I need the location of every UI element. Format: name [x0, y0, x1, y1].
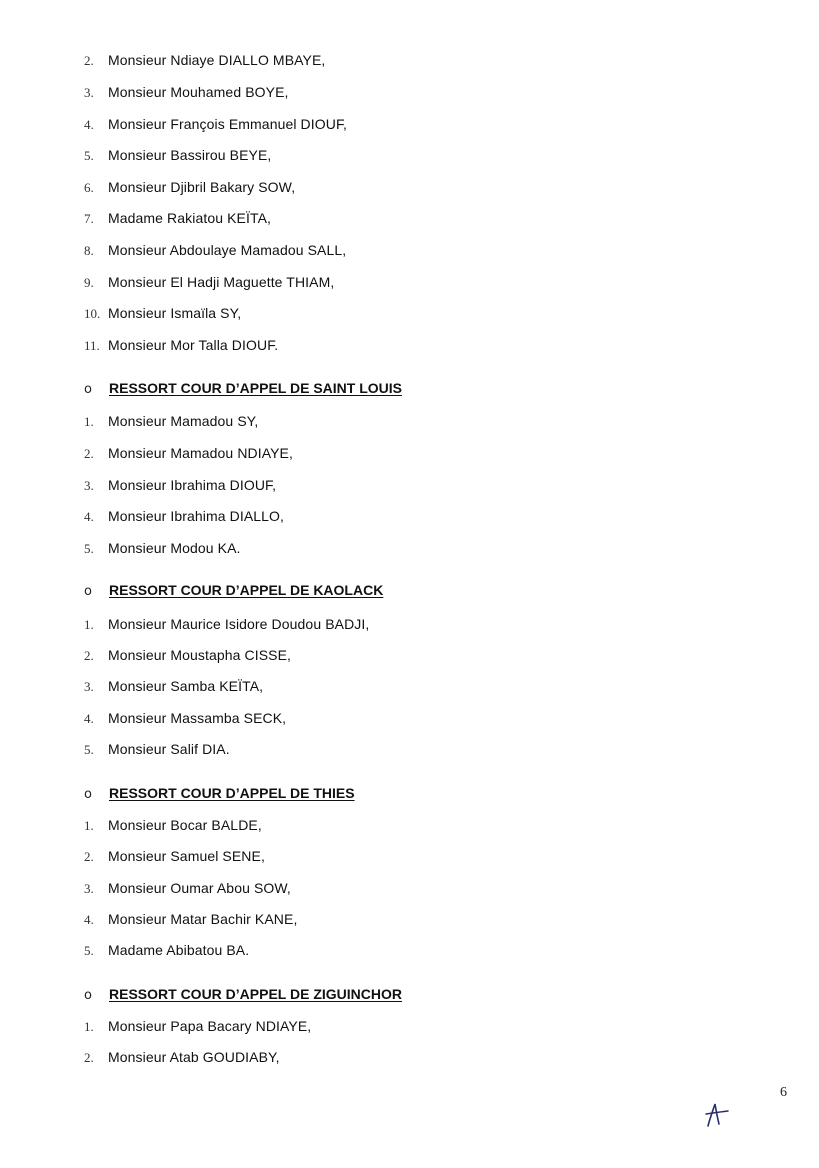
list-item-name: Monsieur Modou KA.: [108, 540, 241, 556]
list-item-name: Madame Rakiatou KEÏTA,: [108, 210, 272, 226]
list-item: [84, 477, 276, 501]
list-item: [84, 337, 278, 361]
section-bullet: o: [84, 382, 92, 397]
section-bullet: o: [84, 787, 92, 802]
list-item: [84, 508, 284, 532]
list-item: [84, 445, 293, 469]
list-item-name: Monsieur Ibrahima DIOUF,: [108, 477, 277, 493]
list-item-number: 4.: [84, 711, 94, 726]
list-item-number: 1.: [84, 818, 94, 833]
list-item-number: 5.: [84, 148, 94, 163]
list-item-name: Monsieur Atab GOUDIABY,: [108, 1049, 280, 1065]
list-item: [84, 911, 297, 935]
list-item-name: Monsieur Bocar BALDE,: [108, 817, 262, 833]
list-item-name: Madame Abibatou BA.: [108, 942, 250, 958]
list-item-name: Monsieur Ndiaye DIALLO MBAYE,: [108, 52, 326, 68]
section-heading-saint-louis: [84, 380, 402, 406]
list-item-name: Monsieur Mamadou SY,: [108, 413, 259, 429]
list-item-number: 2.: [84, 849, 94, 864]
list-item: [84, 413, 258, 437]
list-item: [84, 1049, 280, 1073]
list-item-number: 2.: [84, 1050, 94, 1065]
list-item: [84, 710, 286, 734]
list-item-number: 5.: [84, 541, 94, 556]
list-item-number: 6.: [84, 180, 94, 195]
list-item-name: Monsieur Mouhamed BOYE,: [108, 84, 289, 100]
section-title: RESSORT COUR D’APPEL DE ZIGUINCHOR: [109, 986, 402, 1002]
list-item: [84, 880, 291, 904]
list-item-name: Monsieur Maurice Isidore Doudou BADJI,: [108, 616, 370, 632]
list-item-number: 2.: [84, 446, 94, 461]
list-item-name: Monsieur Samuel SENE,: [108, 848, 265, 864]
list-item-number: 5.: [84, 943, 94, 958]
list-item: [84, 84, 289, 108]
list-item: [84, 116, 347, 140]
section-title: RESSORT COUR D’APPEL DE THIES: [109, 785, 355, 801]
list-item-number: 3.: [84, 679, 94, 694]
list-item: [84, 52, 325, 76]
section-title: RESSORT COUR D’APPEL DE SAINT LOUIS: [109, 380, 402, 396]
list-item: [84, 305, 241, 329]
list-item-name: Monsieur Djibril Bakary SOW,: [108, 179, 296, 195]
list-item-name: Monsieur Oumar Abou SOW,: [108, 880, 291, 896]
list-item: [84, 942, 249, 966]
page-number: 6: [780, 1085, 787, 1100]
list-item: [84, 147, 271, 171]
section-heading-kaolack: [84, 582, 383, 608]
list-item-number: 9.: [84, 275, 94, 290]
list-item-number: 11.: [84, 338, 100, 353]
list-item: [84, 210, 271, 234]
list-item: [84, 817, 262, 841]
list-item: [84, 741, 230, 765]
list-item-name: Monsieur Mamadou NDIAYE,: [108, 445, 293, 461]
section-title: RESSORT COUR D’APPEL DE KAOLACK: [109, 582, 384, 598]
list-item-number: 4.: [84, 912, 94, 927]
list-item: [84, 647, 291, 671]
list-item: [84, 242, 346, 266]
list-item-number: 4.: [84, 509, 94, 524]
list-item-number: 2.: [84, 648, 94, 663]
list-item-name: Monsieur Salif DIA.: [108, 741, 230, 757]
list-item-name: Monsieur Bassirou BEYE,: [108, 147, 272, 163]
list-item-name: Monsieur Mor Talla DIOUF.: [108, 337, 279, 353]
list-item-name: Monsieur Matar Bachir KANE,: [108, 911, 298, 927]
list-item: [84, 1018, 311, 1042]
list-item-name: Monsieur François Emmanuel DIOUF,: [108, 116, 348, 132]
list-item-number: 1.: [84, 617, 94, 632]
list-item-name: Monsieur Massamba SECK,: [108, 710, 287, 726]
list-item-number: 2.: [84, 53, 94, 68]
section-bullet: o: [84, 584, 92, 599]
section-bullet: o: [84, 988, 92, 1003]
list-item-name: Monsieur Samba KEÏTA,: [108, 678, 264, 694]
list-item-name: Monsieur Moustapha CISSE,: [108, 647, 292, 663]
section-heading-ziguinchor: [84, 986, 402, 1012]
list-item: [84, 179, 295, 203]
list-item-number: 7.: [84, 211, 94, 226]
list-item-number: 5.: [84, 742, 94, 757]
list-item: [84, 848, 265, 872]
list-item: [84, 540, 241, 564]
list-item-number: 1.: [84, 414, 94, 429]
section-heading-thies: [84, 785, 355, 811]
list-item: [84, 274, 334, 298]
handwritten-initials-icon: [702, 1100, 730, 1130]
list-item: [84, 678, 263, 702]
list-item-number: 3.: [84, 85, 94, 100]
list-item-number: 3.: [84, 478, 94, 493]
list-item-number: 4.: [84, 117, 94, 132]
list-item-number: 1.: [84, 1019, 94, 1034]
list-item-name: Monsieur Papa Bacary NDIAYE,: [108, 1018, 312, 1034]
list-item-number: 10.: [84, 306, 101, 321]
list-item-name: Monsieur El Hadji Maguette THIAM,: [108, 274, 335, 290]
list-item-name: Monsieur Ismaïla SY,: [108, 305, 242, 321]
list-item-number: 8.: [84, 243, 94, 258]
list-item-number: 3.: [84, 881, 94, 896]
list-item-name: Monsieur Abdoulaye Mamadou SALL,: [108, 242, 347, 258]
list-item: [84, 616, 369, 640]
list-item-name: Monsieur Ibrahima DIALLO,: [108, 508, 285, 524]
